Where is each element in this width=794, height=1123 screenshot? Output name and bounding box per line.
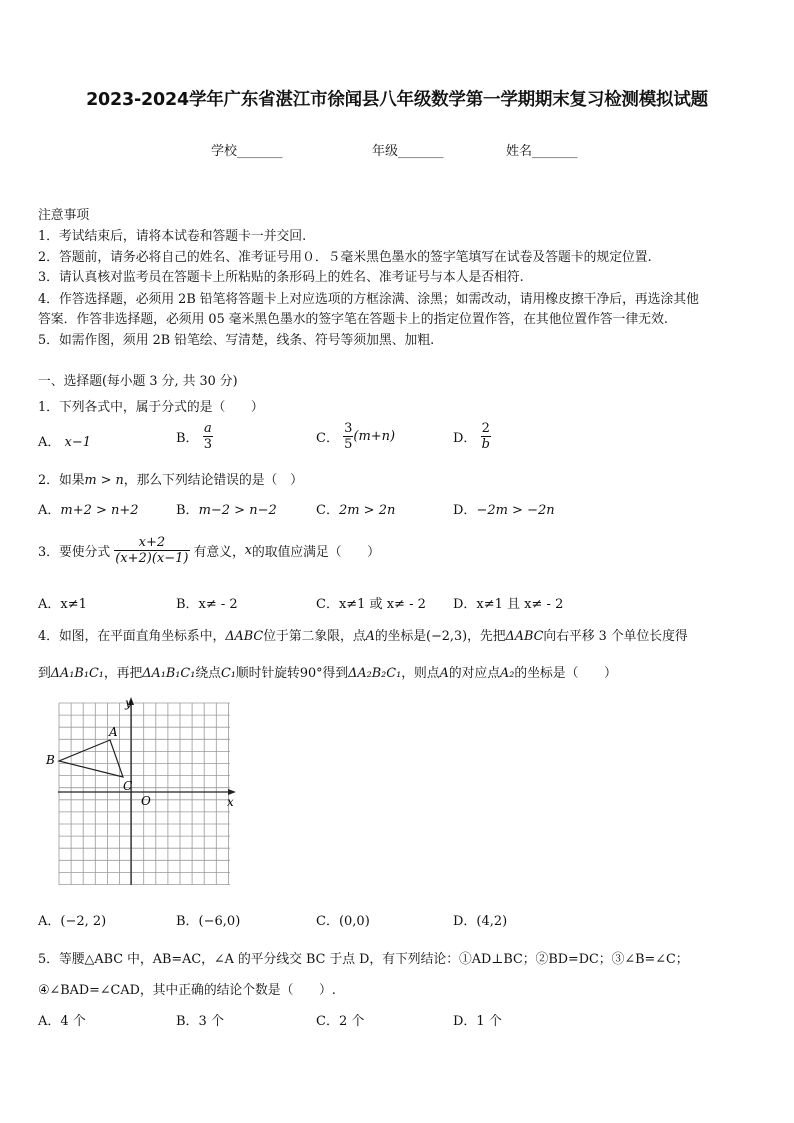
q4-stem-line1: 4．如图，在平面直角坐标系中，ΔABC位于第二象限，点A的坐标是(−2,3)，先把ΔABC向右平移 3 个单位长度得 <box>38 629 688 644</box>
q4-stem-line2: 到ΔA₁B₁C₁，再把ΔA₁B₁C₁绕点C₁顺时针旋转90°得到ΔA₂B₂C₁，则点A的对应点A₂的坐标是（ ） <box>38 666 617 681</box>
notice-heading: 注意事项 <box>38 208 90 223</box>
label-c: C <box>123 779 133 793</box>
q1-option-b: B． $\frac{a}{3}$ <box>176 421 212 452</box>
q5-stem-line1: 5．等腰△ABC 中，AB=AC，∠A 的平分线交 BC 于点 D，有下列结论：①AD⊥BC；②BD=DC；③∠B=∠C； <box>38 952 689 967</box>
q1-stem: 1．下列各式中，属于分式的是（ ） <box>38 400 264 415</box>
notice-item: 1．考试结束后，请将本试卷和答题卡一并交回. <box>38 229 307 244</box>
q3-stem: 3．要使分式 $\frac{x+2}{(x+2)(x-1)}$ 有意义，x的取值应满足（ ） <box>38 535 380 566</box>
q4-option-a: A．(−2, 2) <box>38 914 107 929</box>
q2-option-b: B．m−2 > n−2 <box>176 503 277 518</box>
q2-option-a: A．m+2 > n+2 <box>38 503 139 518</box>
q5-option-b: B．3 个 <box>176 1014 224 1029</box>
q2-stem: 2．如果m > n，那么下列结论错误的是（ ） <box>38 473 303 488</box>
q5-stem-line2: ④∠BAD=∠CAD，其中正确的结论个数是（ ）. <box>38 983 336 998</box>
school-field: 学校_______ <box>211 144 283 159</box>
q1-option-d: D． $\frac{2}{b}$ <box>453 421 490 452</box>
grade-field: 年级_______ <box>372 144 444 159</box>
notice-item: 5．如需作图，须用 2B 铅笔绘、写清楚，线条、符号等须加黑、加粗. <box>38 333 435 348</box>
q3-option-d: D．x≠1 且 x≠ - 2 <box>453 597 564 612</box>
notice-item: 3．请认真核对监考员在答题卡上所粘贴的条形码上的姓名、准考证号与本人是否相符. <box>38 270 524 285</box>
label-b: B <box>46 753 55 767</box>
q1-option-c: C． $\frac{3}{5}$ (m+n) <box>316 421 396 452</box>
notice-item: 2．答题前，请务必将自己的姓名、准考证号用０．５毫米黑色墨水的签字笔填写在试卷及答题卡的规定位置. <box>38 250 652 265</box>
label-x-axis: x <box>227 795 234 809</box>
q2-option-d: D．−2m > −2n <box>453 503 555 518</box>
q5-option-d: D．1 个 <box>453 1014 502 1029</box>
q3-option-c: C．x≠1 或 x≠ - 2 <box>316 597 426 612</box>
notice-item: 答案．作答非选择题，必须用 05 毫米黑色墨水的签字笔在答题卡上的指定位置作答，在其他位置作答一律无效. <box>38 312 668 327</box>
coordinate-grid-figure <box>40 695 250 895</box>
q4-option-c: C．(0,0) <box>316 914 370 929</box>
label-y-axis: y <box>125 696 132 710</box>
q3-option-b: B．x≠ - 2 <box>176 597 238 612</box>
q1-option-a: A． x−1 <box>38 435 92 450</box>
page-title: 2023-2024学年广东省湛江市徐闻县八年级数学第一学期期末复习检测模拟试题 <box>86 90 708 110</box>
q4-option-b: B．(−6,0) <box>176 914 241 929</box>
q5-option-a: A．4 个 <box>38 1014 86 1029</box>
q5-option-c: C．2 个 <box>316 1014 365 1029</box>
label-origin: O <box>141 794 151 808</box>
q2-option-c: C．2m > 2n <box>316 503 396 518</box>
name-field: 姓名_______ <box>506 144 578 159</box>
section-heading: 一、选择题(每小题 3 分, 共 30 分) <box>38 374 238 389</box>
label-a: A <box>109 725 118 739</box>
q3-option-a: A．x≠1 <box>38 597 87 612</box>
triangle-abc <box>59 740 123 777</box>
notice-item: 4．作答选择题，必须用 2B 铅笔将答题卡上对应选项的方框涂满、涂黑；如需改动，请用橡皮擦干净后，再选涂其他 <box>38 292 699 307</box>
q4-option-d: D．(4,2) <box>453 914 508 929</box>
